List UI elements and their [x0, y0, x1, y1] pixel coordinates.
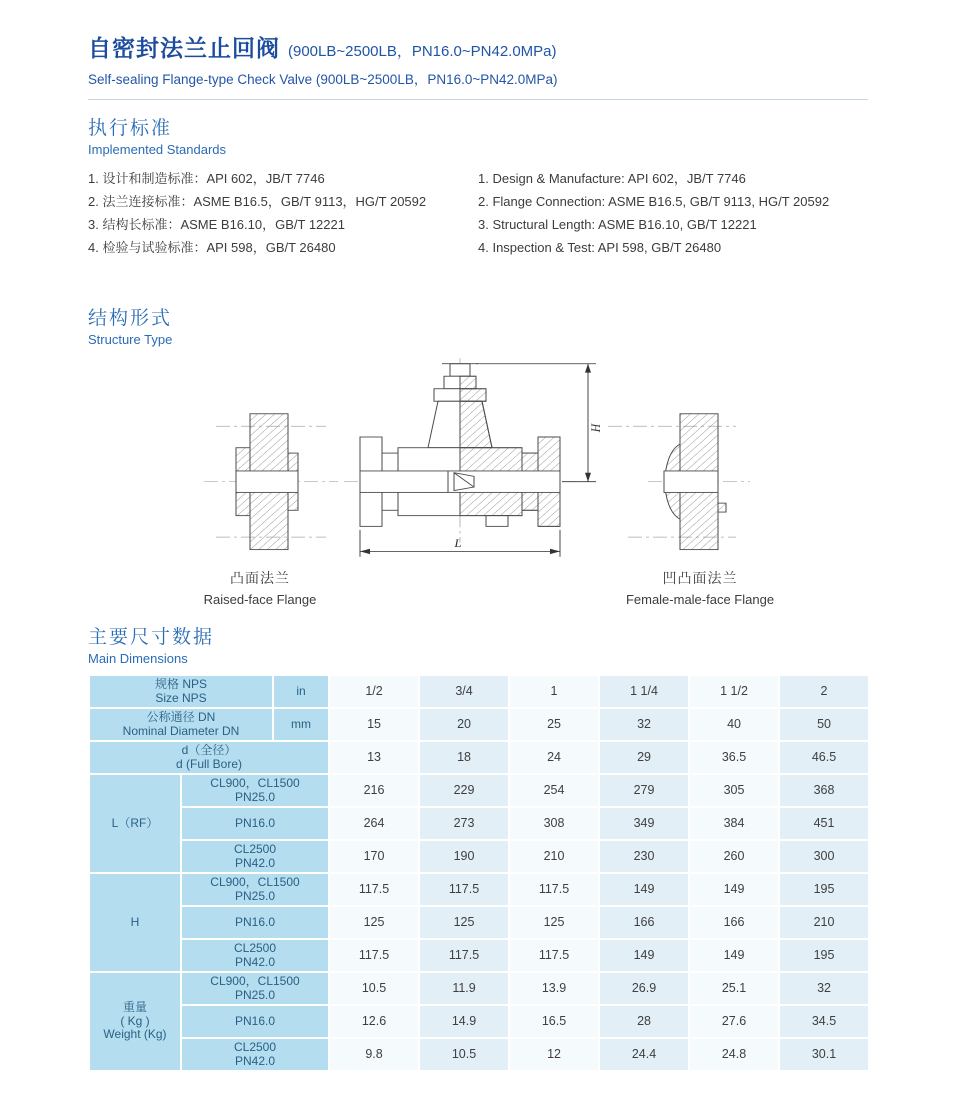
female-male-face-flange-drawing	[608, 414, 750, 550]
table-group-label: L（RF）	[89, 774, 181, 873]
table-value-cell: 27.6	[689, 1005, 779, 1038]
standards-heading-en: Implemented Standards	[88, 142, 227, 157]
table-value-cell: 273	[419, 807, 509, 840]
table-sub-label: CL900，CL1500 PN25.0	[181, 774, 329, 807]
table-value-cell: 117.5	[329, 873, 419, 906]
structure-diagrams	[88, 353, 868, 568]
table-value-cell: 24.4	[599, 1038, 689, 1071]
table-value-cell: 24.8	[689, 1038, 779, 1071]
table-value-cell: 1	[509, 675, 599, 708]
table-value-cell: 20	[419, 708, 509, 741]
table-value-cell: 300	[779, 840, 869, 873]
table-row	[89, 906, 869, 939]
page-title-zh: 自密封法兰止回阀	[88, 35, 280, 61]
table-value-cell: 1 1/4	[599, 675, 689, 708]
table-value-cell: 117.5	[419, 873, 509, 906]
dimension-l-label: L	[454, 536, 462, 550]
table-value-cell: 117.5	[509, 873, 599, 906]
caption-zh: 凸面法兰	[230, 570, 290, 586]
caption-raised-face-flange	[150, 568, 370, 607]
table-row	[89, 939, 869, 972]
table-value-cell: 210	[779, 906, 869, 939]
table-value-cell: 260	[689, 840, 779, 873]
table-value-cell: 117.5	[329, 939, 419, 972]
table-value-cell: 26.9	[599, 972, 689, 1005]
table-value-cell: 308	[509, 807, 599, 840]
table-value-cell: 24	[509, 741, 599, 774]
table-value-cell: 50	[779, 708, 869, 741]
page-title-spec: (900LB~2500LB，PN16.0~PN42.0MPa)	[288, 43, 557, 60]
table-value-cell: 30.1	[779, 1038, 869, 1071]
table-value-cell: 349	[599, 807, 689, 840]
diagram-captions	[88, 568, 868, 614]
standards-heading-zh: 执行标准	[88, 118, 173, 139]
table-sub-label: CL2500 PN42.0	[181, 840, 329, 873]
table-value-cell: 11.9	[419, 972, 509, 1005]
caption-female-male-face-flange	[590, 568, 810, 607]
table-sub-label: PN16.0	[181, 1005, 329, 1038]
table-value-cell: 125	[419, 906, 509, 939]
table-header-cell: 公称通径 DN Nominal Diameter DN	[89, 708, 273, 741]
table-row	[89, 1005, 869, 1038]
table-unit-cell: mm	[273, 708, 329, 741]
table-value-cell: 368	[779, 774, 869, 807]
standard-item: 3. Structural Length: ASME B16.10, GB/T 12221	[478, 217, 757, 232]
table-row	[89, 972, 869, 1005]
table-value-cell: 149	[689, 873, 779, 906]
table-unit-cell: in	[273, 675, 329, 708]
table-row	[89, 741, 869, 774]
table-value-cell: 12	[509, 1038, 599, 1071]
table-value-cell: 12.6	[329, 1005, 419, 1038]
dimension-h-label: H	[588, 423, 604, 433]
table-sub-label: CL900，CL1500 PN25.0	[181, 873, 329, 906]
table-value-cell: 166	[689, 906, 779, 939]
standard-item: 1. 设计和制造标准：API 602，JB/T 7746	[88, 171, 325, 186]
table-value-cell: 190	[419, 840, 509, 873]
table-value-cell: 117.5	[419, 939, 509, 972]
dimension-l	[360, 530, 560, 557]
table-value-cell: 25	[509, 708, 599, 741]
table-value-cell: 451	[779, 807, 869, 840]
caption-en: Raised-face Flange	[203, 592, 317, 607]
table-value-cell: 195	[779, 939, 869, 972]
table-row	[89, 708, 869, 741]
table-row	[89, 840, 869, 873]
table-value-cell: 305	[689, 774, 779, 807]
table-value-cell: 36.5	[689, 741, 779, 774]
table-value-cell: 32	[599, 708, 689, 741]
table-row	[89, 774, 869, 807]
table-value-cell: 14.9	[419, 1005, 509, 1038]
standard-item: 2. Flange Connection: ASME B16.5, GB/T 9113, HG/T 20592	[478, 194, 830, 209]
table-value-cell: 16.5	[509, 1005, 599, 1038]
table-sub-label: CL900，CL1500 PN25.0	[181, 972, 329, 1005]
page-header	[88, 30, 868, 100]
table-value-cell: 264	[329, 807, 419, 840]
standards-list-zh	[88, 167, 478, 259]
table-value-cell: 10.5	[329, 972, 419, 1005]
table-value-cell: 216	[329, 774, 419, 807]
table-value-cell: 29	[599, 741, 689, 774]
standards-list-en	[478, 167, 868, 259]
dimensions-table	[88, 674, 870, 1072]
table-value-cell: 3/4	[419, 675, 509, 708]
header-divider	[88, 99, 868, 100]
standard-item: 4. 检验与试验标准：API 598，GB/T 26480	[88, 240, 336, 255]
structure-heading-en: Structure Type	[88, 332, 173, 347]
table-value-cell: 279	[599, 774, 689, 807]
table-value-cell: 117.5	[509, 939, 599, 972]
table-value-cell: 9.8	[329, 1038, 419, 1071]
table-value-cell: 28	[599, 1005, 689, 1038]
table-header-cell: d（全径） d (Full Bore)	[89, 741, 329, 774]
table-group-label: H	[89, 873, 181, 972]
table-sub-label: PN16.0	[181, 906, 329, 939]
standards-section	[88, 117, 868, 259]
table-value-cell: 1 1/2	[689, 675, 779, 708]
check-valve-drawing	[344, 358, 576, 542]
table-value-cell: 254	[509, 774, 599, 807]
standard-item: 1. Design & Manufacture: API 602，JB/T 7746	[478, 171, 746, 186]
table-value-cell: 2	[779, 675, 869, 708]
table-value-cell: 125	[509, 906, 599, 939]
table-value-cell: 10.5	[419, 1038, 509, 1071]
table-value-cell: 125	[329, 906, 419, 939]
table-row	[89, 807, 869, 840]
table-value-cell: 32	[779, 972, 869, 1005]
table-value-cell: 166	[599, 906, 689, 939]
table-header-cell: 规格 NPS Size NPS	[89, 675, 273, 708]
table-value-cell: 46.5	[779, 741, 869, 774]
table-value-cell: 25.1	[689, 972, 779, 1005]
table-value-cell: 13	[329, 741, 419, 774]
table-value-cell: 170	[329, 840, 419, 873]
table-value-cell: 40	[689, 708, 779, 741]
structure-diagram-svg	[88, 353, 868, 563]
table-value-cell: 384	[689, 807, 779, 840]
table-value-cell: 195	[779, 873, 869, 906]
table-value-cell: 15	[329, 708, 419, 741]
table-row	[89, 873, 869, 906]
table-value-cell: 149	[689, 939, 779, 972]
table-sub-label: CL2500 PN42.0	[181, 939, 329, 972]
table-group-label: 重量 ( Kg ) Weight (Kg)	[89, 972, 181, 1071]
page-title-en: Self-sealing Flange-type Check Valve (900LB~2500LB，PN16.0~PN42.0MPa)	[88, 72, 558, 87]
table-row	[89, 675, 869, 708]
standard-item: 4. Inspection & Test: API 598, GB/T 26480	[478, 240, 722, 255]
table-sub-label: PN16.0	[181, 807, 329, 840]
table-value-cell: 149	[599, 873, 689, 906]
table-value-cell: 230	[599, 840, 689, 873]
raised-face-flange-drawing	[204, 414, 338, 550]
standard-item: 3. 结构长标准：ASME B16.10，GB/T 12221	[88, 217, 345, 232]
table-value-cell: 18	[419, 741, 509, 774]
standard-item: 2. 法兰连接标准：ASME B16.5，GB/T 9113，HG/T 20592	[88, 194, 427, 209]
caption-zh: 凹凸面法兰	[662, 570, 738, 586]
table-value-cell: 149	[599, 939, 689, 972]
table-row	[89, 1038, 869, 1071]
dimensions-heading-zh: 主要尺寸数据	[88, 627, 215, 648]
table-value-cell: 34.5	[779, 1005, 869, 1038]
dimensions-section	[88, 626, 868, 1072]
caption-en: Female-male-face Flange	[625, 592, 775, 607]
dimensions-heading-en: Main Dimensions	[88, 651, 188, 666]
structure-section	[88, 307, 868, 614]
table-sub-label: CL2500 PN42.0	[181, 1038, 329, 1071]
table-value-cell: 210	[509, 840, 599, 873]
table-value-cell: 13.9	[509, 972, 599, 1005]
table-value-cell: 229	[419, 774, 509, 807]
table-value-cell: 1/2	[329, 675, 419, 708]
structure-heading-zh: 结构形式	[88, 308, 173, 329]
